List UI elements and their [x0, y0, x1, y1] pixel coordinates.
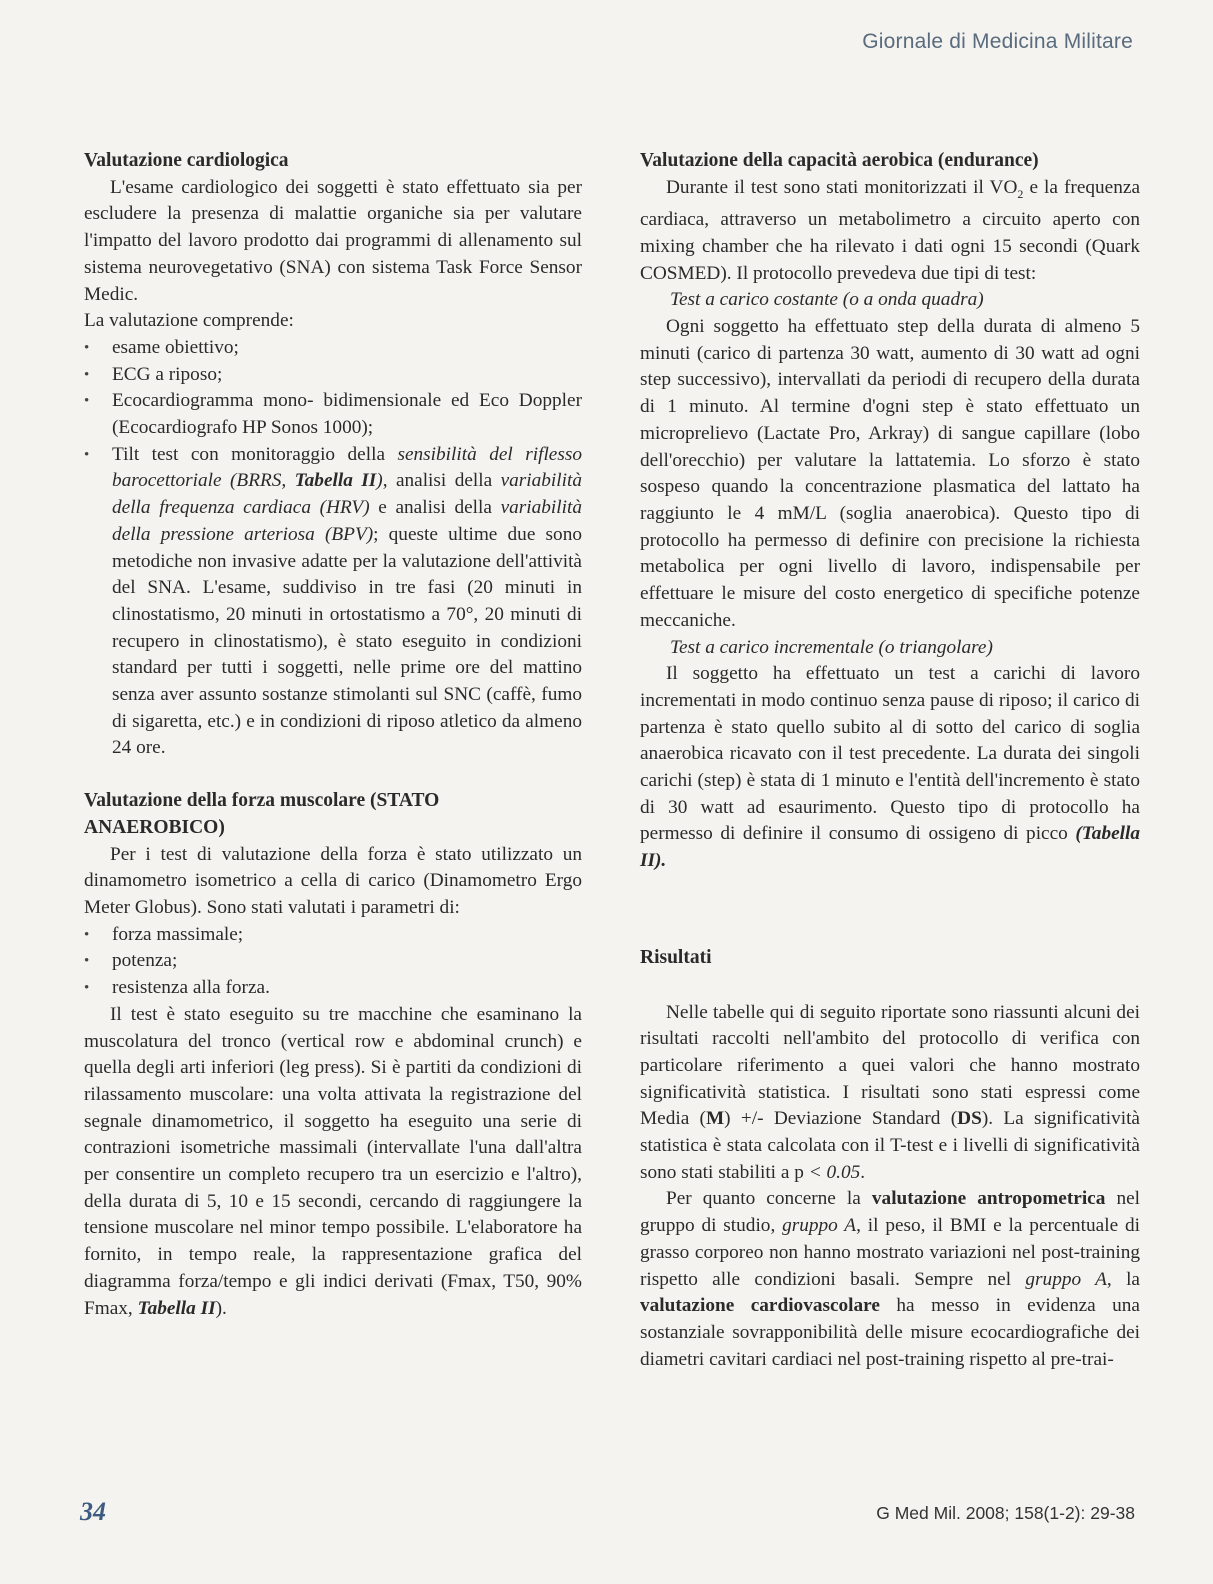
bold-term: valutazione cardiovascolare: [640, 1295, 880, 1317]
italic-term: variabilità della frequenza cardiaca (HRV): [112, 470, 582, 519]
list-item: • resistenza alla forza.: [84, 975, 582, 1002]
italic-term: gruppo A: [782, 1215, 857, 1237]
section-title-forza: Valutazione della forza muscolare (STATO ANAEROBICO): [84, 790, 440, 838]
bold-term: DS: [957, 1108, 982, 1130]
text-run: Nelle tabelle qui di seguito riportate sono riassunti alcuni dei risultati raccolti nell'ambito del protocollo di verifica con particolare riferimento a quei valori che hanno mostrato significatività statistica. I risultati sono stati espressi come Media (: [640, 1001, 1140, 1130]
text-run: Per quanto concerne la: [666, 1188, 872, 1210]
table-reference: Tabella II: [137, 1297, 216, 1319]
list-item: [84, 442, 582, 762]
paragraph: La valutazione comprende:: [84, 310, 294, 332]
paragraph: [84, 1002, 582, 1322]
paragraph: [640, 175, 1140, 288]
text-run: Durante il test sono stati monitorizzati il VO: [666, 176, 1018, 198]
text-run: ).: [215, 1297, 227, 1319]
section-title-aerobica: Valutazione della capacità aerobica (endurance): [640, 150, 1039, 171]
paragraph: [640, 1000, 1140, 1187]
italic-term: < 0.05: [808, 1161, 861, 1183]
page-number: 34: [80, 1497, 106, 1526]
list-item: • esame obiettivo;: [84, 335, 582, 362]
subheading: Test a carico costante (o a onda quadra): [670, 289, 984, 311]
subheading: Test a carico incrementale (o triangolare): [670, 636, 993, 658]
text-run: , analisi della: [382, 470, 501, 492]
text-run: ) +/- Deviazione Standard (: [724, 1108, 958, 1130]
paragraph: [640, 661, 1140, 875]
text-run: Il test è stato eseguito su tre macchine che esaminano la muscolatura del tronco (vertical row e abdominal crunch) e quella degli arti inferiori (leg press). Si è partiti da condizioni di rilassamento muscolare: una volta attivata la registrazione del segnale dinamometrico, il soggetto ha eseguito una serie di contrazioni isometriche massimali (intervallate l'una dall'altra per consentire un completo recupero tra un esercizio e l'altro), della durata di 5, 10 e 15 secondi, cercando di raggiungere la tensione muscolare nel minor tempo possibile. L'elaboratore ha fornito, in tempo reale, la rappresentazione grafica del diagramma forza/tempo e gli indici derivati (Fmax, T50, 90% Fmax,: [84, 1003, 582, 1319]
list-item: • Ecocardiogramma mono- bidimensionale ed Eco Doppler (Ecocardiografo HP Sonos 1000);: [84, 388, 582, 441]
text-run: , la: [1106, 1268, 1140, 1290]
italic-term: gruppo A: [1025, 1268, 1107, 1290]
italic-term: ): [376, 470, 383, 492]
bold-term: M: [705, 1108, 725, 1130]
section-title-risultati: Risultati: [640, 946, 712, 968]
paragraph: [640, 1186, 1140, 1373]
paragraph: Per i test di valutazione della forza è stato utilizzato un dinamometro isometrico a cella di carico (Dinamometro Ergo Meter Globus). Sono stati valutati i parametri di:: [84, 843, 582, 918]
bullet-list: [84, 335, 582, 762]
list-item: • ECG a riposo;: [84, 362, 582, 389]
text-run: ha messo in evidenza una sostanziale sovrapponibilità delle misure ecocardiografiche dei diametri cavitari cardiaci nel post-training rispetto al pre-trai-: [640, 1295, 1140, 1370]
text-run: .: [860, 1161, 866, 1183]
running-head: Giornale di Medicina Militare: [862, 30, 1133, 53]
text-run: e analisi della: [369, 497, 501, 519]
table-reference: Tabella II: [294, 470, 377, 492]
left-column: [84, 148, 582, 1322]
table-reference: (Tabella II).: [640, 823, 1140, 872]
citation: G Med Mil. 2008; 158(1-2): 29-38: [876, 1503, 1135, 1523]
italic-term: sensibilità del riflesso barocettoriale (BRRS,: [112, 443, 583, 492]
bold-term: valutazione antropometrica: [871, 1188, 1106, 1210]
text-run: ). La significatività statistica è stata calcolata con il T-test e i livelli di significatività sono stati stabiliti a p: [640, 1108, 1140, 1183]
text-run: e la frequenza cardiaca, attraverso un metabolimetro a circuito aperto con mixing chamber che ha rilevato i dati ogni 15 secondi (Quark COSMED). Il protocollo prevedeva due tipi di test:: [640, 176, 1140, 284]
italic-term: variabilità della pressione arteriosa (BPV): [112, 497, 582, 545]
text-run: , il peso, il BMI e la percentuale di grasso corporeo non hanno mostrato variazioni nel post-training rispetto alle condizioni basali. Sempre nel: [640, 1215, 1140, 1290]
bullet-list: [84, 922, 582, 1002]
text-run: Tilt test con monitoraggio della: [112, 443, 398, 465]
list-item: • forza massimale;: [84, 922, 582, 949]
text-run: ; queste ultime due sono metodiche non invasive adatte per la valutazione dell'attività del SNA. L'esame, suddiviso in tre fasi (20 minuti in clinostatismo, 20 minuti in ortostatismo a 70°, 20 minuti di recupero in clinostatismo), è stato eseguito in condizioni standard per tutti i soggetti, nelle prime ore del mattino senza aver assunto sostanze stimolanti sul SNC (caffè, fumo di sigaretta, etc.) e in condizioni di riposo atletico da almeno 24 ore.: [112, 523, 582, 759]
text-run: nel gruppo di studio,: [640, 1188, 1141, 1237]
right-column: [640, 148, 1140, 1373]
section-title-cardiologica: Valutazione cardiologica: [84, 150, 289, 171]
subscript: 2: [1017, 186, 1024, 201]
paragraph: L'esame cardiologico dei soggetti è stato effettuato sia per escludere la presenza di malattie organiche sia per valutare l'impatto del lavoro prodotto dai programmi di allenamento sul sistema neurovegetativo (SNA) con sistema Task Force Sensor Medic.: [84, 176, 582, 305]
list-item: • potenza;: [84, 948, 582, 975]
paragraph: Ogni soggetto ha effettuato step della durata di almeno 5 minuti (carico di partenza 30 watt, aumento di 30 watt ad ogni step successivo), intervallati da periodi di recupero della durata di 1 minuto. Al termine d'ogni step è stato effettuato un microprelievo (Lactate Pro, Arkray) di sangue capillare (lobo dell'orecchio) per valutare la lattatemia. Lo sforzo è stato sospeso quando la concentrazione plasmatica del lattato ha raggiunto le 4 mM/L (soglia anaerobica). Questo tipo di protocollo ha permesso di definire con precisione la richiesta metabolica per ogni livello di lavoro, indispensabile per effettuare le misure del costo energetico di specifiche potenze meccaniche.: [640, 316, 1140, 631]
text-run: Il soggetto ha effettuato un test a carichi di lavoro incrementati in modo continuo senza pause di riposo; il carico di partenza è stato quello subito al di sotto del carico di soglia anaerobica ricavato con il test precedente. La durata dei singoli carichi (step) è stata di 1 minuto e l'entità dell'incremento è stato di 30 watt ad esaurimento. Questo tipo di protocollo ha permesso di definire il consumo di ossigeno di picco: [640, 663, 1140, 845]
